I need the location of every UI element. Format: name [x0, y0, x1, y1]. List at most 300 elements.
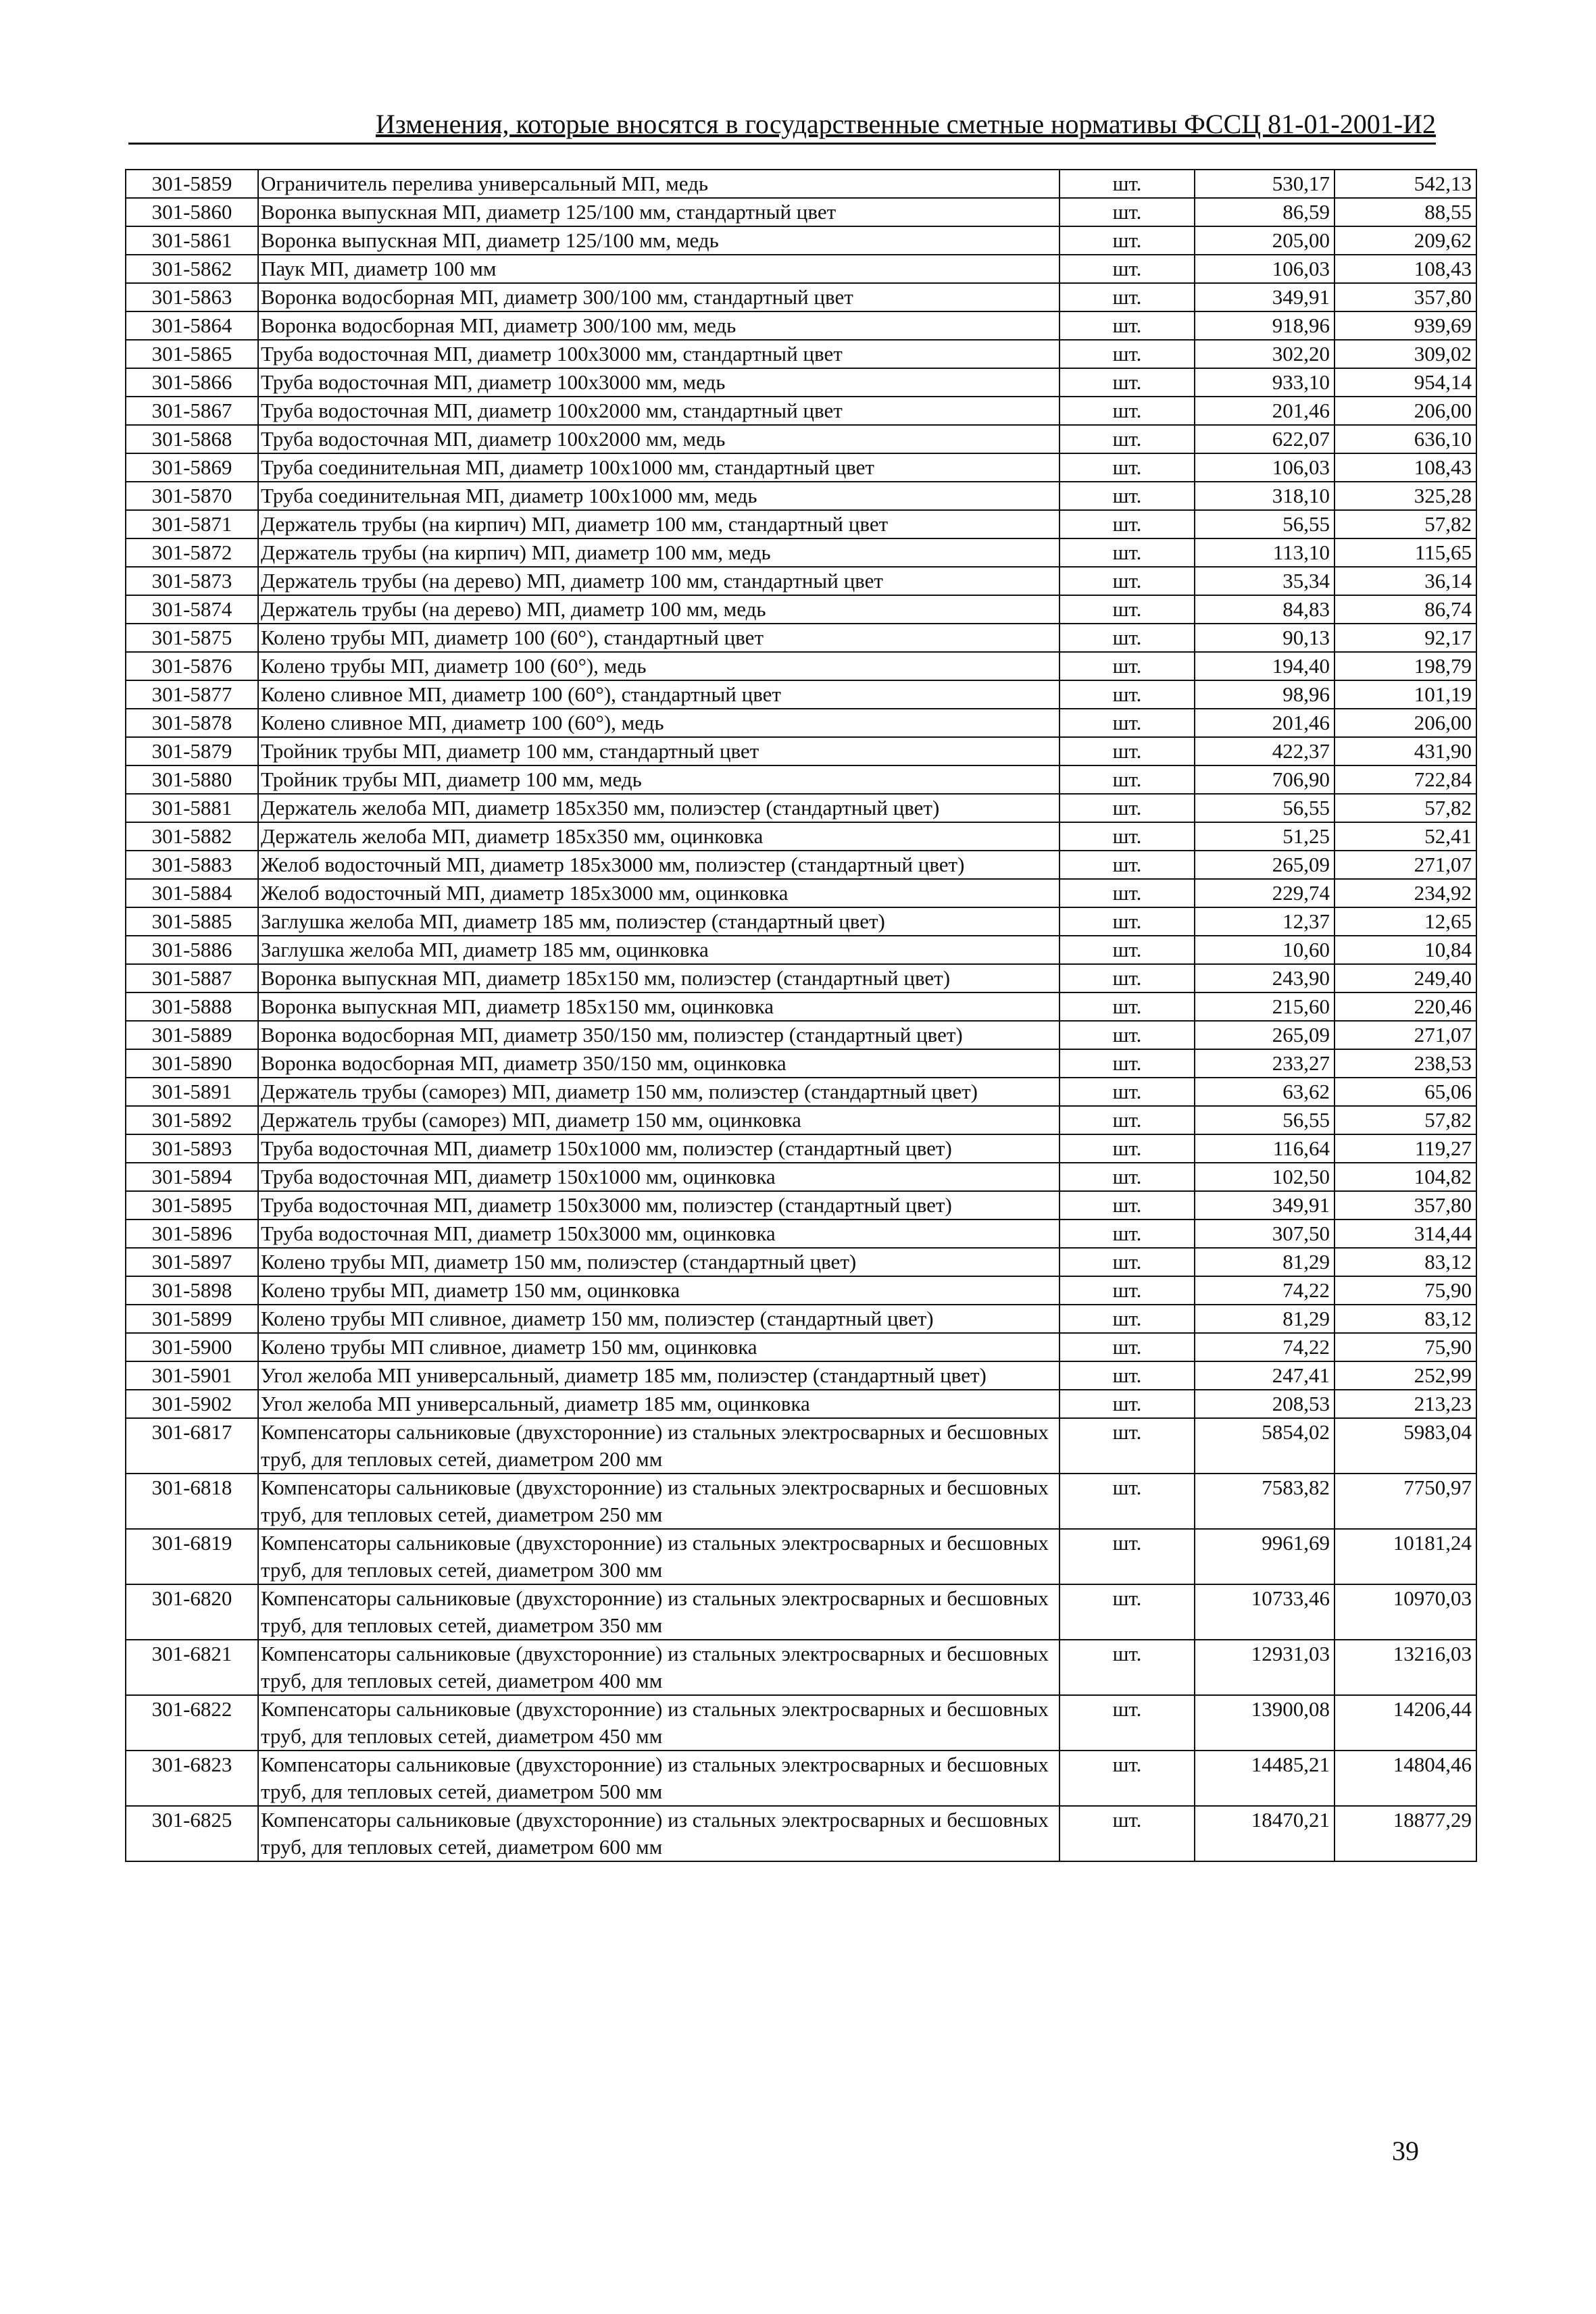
item-price-1: 51,25 [1195, 822, 1335, 851]
table-row [126, 1529, 1476, 1584]
item-price-2: 234,92 [1335, 879, 1476, 907]
item-price-1: 56,55 [1195, 1106, 1335, 1134]
item-price-1: 918,96 [1195, 311, 1335, 340]
item-name: Держатель трубы (на дерево) МП, диаметр 100 мм, медь [258, 595, 1059, 624]
item-price-1: 10,60 [1195, 936, 1335, 964]
item-price-2: 309,02 [1335, 340, 1476, 368]
item-name: Заглушка желоба МП, диаметр 185 мм, полиэстер (стандартный цвет) [258, 907, 1059, 936]
table-row [126, 1640, 1476, 1695]
item-code: 301-5885 [126, 907, 258, 936]
item-price-2: 75,90 [1335, 1276, 1476, 1305]
item-price-1: 7583,82 [1195, 1474, 1335, 1529]
item-price-1: 349,91 [1195, 283, 1335, 311]
item-unit: шт. [1059, 1248, 1195, 1276]
item-unit: шт. [1059, 170, 1195, 198]
item-code: 301-5878 [126, 709, 258, 737]
item-code: 301-5872 [126, 538, 258, 567]
item-unit: шт. [1059, 368, 1195, 397]
item-name: Воронка выпускная МП, диаметр 185х150 мм, полиэстер (стандартный цвет) [258, 964, 1059, 992]
item-name: Компенсаторы сальниковые (двухсторонние) из стальных электросварных и бесшовных труб, для тепловых сетей, диаметром 200 мм [258, 1418, 1059, 1474]
item-code: 301-5865 [126, 340, 258, 368]
item-unit: шт. [1059, 567, 1195, 595]
item-unit: шт. [1059, 1806, 1195, 1861]
item-name: Воронка водосборная МП, диаметр 300/100 мм, стандартный цвет [258, 283, 1059, 311]
table-row [126, 170, 1476, 198]
item-price-2: 357,80 [1335, 1191, 1476, 1219]
item-unit: шт. [1059, 1106, 1195, 1134]
item-price-2: 939,69 [1335, 311, 1476, 340]
item-code: 301-5860 [126, 198, 258, 226]
item-price-2: 357,80 [1335, 283, 1476, 311]
item-price-2: 36,14 [1335, 567, 1476, 595]
item-price-1: 10733,46 [1195, 1584, 1335, 1640]
item-code: 301-5871 [126, 510, 258, 538]
item-code: 301-5892 [126, 1106, 258, 1134]
item-name: Воронка выпускная МП, диаметр 125/100 мм, медь [258, 226, 1059, 255]
item-code: 301-5882 [126, 822, 258, 851]
item-price-1: 208,53 [1195, 1390, 1335, 1418]
item-price-2: 86,74 [1335, 595, 1476, 624]
item-code: 301-5873 [126, 567, 258, 595]
item-code: 301-5868 [126, 425, 258, 453]
table-row [126, 709, 1476, 737]
item-name: Держатель трубы (на кирпич) МП, диаметр 100 мм, медь [258, 538, 1059, 567]
item-name: Труба водосточная МП, диаметр 150х3000 мм, оцинковка [258, 1219, 1059, 1248]
table-row [126, 1049, 1476, 1078]
item-name: Держатель желоба МП, диаметр 185х350 мм, полиэстер (стандартный цвет) [258, 794, 1059, 822]
table-row [126, 567, 1476, 595]
table-row [126, 510, 1476, 538]
table-row [126, 1584, 1476, 1640]
item-code: 301-5862 [126, 255, 258, 283]
item-unit: шт. [1059, 482, 1195, 510]
item-name: Паук МП, диаметр 100 мм [258, 255, 1059, 283]
item-code: 301-5889 [126, 1021, 258, 1049]
item-name: Труба водосточная МП, диаметр 150х1000 мм, полиэстер (стандартный цвет) [258, 1134, 1059, 1163]
item-price-1: 9961,69 [1195, 1529, 1335, 1584]
item-unit: шт. [1059, 397, 1195, 425]
item-name: Воронка выпускная МП, диаметр 185х150 мм, оцинковка [258, 992, 1059, 1021]
item-unit: шт. [1059, 737, 1195, 765]
item-price-1: 106,03 [1195, 255, 1335, 283]
item-price-2: 104,82 [1335, 1163, 1476, 1191]
item-code: 301-5897 [126, 1248, 258, 1276]
item-price-1: 81,29 [1195, 1305, 1335, 1333]
item-name: Компенсаторы сальниковые (двухсторонние) из стальных электросварных и бесшовных труб, для тепловых сетей, диаметром 500 мм [258, 1751, 1059, 1806]
item-unit: шт. [1059, 1361, 1195, 1390]
price-table-body [126, 170, 1476, 1861]
item-price-2: 57,82 [1335, 1106, 1476, 1134]
item-price-1: 12,37 [1195, 907, 1335, 936]
item-code: 301-6819 [126, 1529, 258, 1584]
table-row [126, 453, 1476, 482]
table-row [126, 425, 1476, 453]
item-unit: шт. [1059, 1474, 1195, 1529]
table-row [126, 1806, 1476, 1861]
item-name: Колено трубы МП, диаметр 100 (60°), стандартный цвет [258, 624, 1059, 652]
item-code: 301-5893 [126, 1134, 258, 1163]
item-name: Компенсаторы сальниковые (двухсторонние) из стальных электросварных и бесшовных труб, для тепловых сетей, диаметром 450 мм [258, 1695, 1059, 1751]
item-code: 301-5875 [126, 624, 258, 652]
item-name: Колено сливное МП, диаметр 100 (60°), стандартный цвет [258, 680, 1059, 709]
item-price-1: 84,83 [1195, 595, 1335, 624]
item-price-1: 706,90 [1195, 765, 1335, 794]
item-price-2: 314,44 [1335, 1219, 1476, 1248]
item-code: 301-5866 [126, 368, 258, 397]
item-price-1: 18470,21 [1195, 1806, 1335, 1861]
item-price-2: 115,65 [1335, 538, 1476, 567]
item-name: Труба водосточная МП, диаметр 100х3000 мм, медь [258, 368, 1059, 397]
table-row [126, 1751, 1476, 1806]
item-code: 301-5880 [126, 765, 258, 794]
item-unit: шт. [1059, 765, 1195, 794]
item-unit: шт. [1059, 851, 1195, 879]
header-title: Изменения, которые вносятся в государственные сметные нормативы ФССЦ 81-01-2001-И2 [375, 109, 1436, 139]
item-code: 301-5877 [126, 680, 258, 709]
item-price-1: 622,07 [1195, 425, 1335, 453]
item-price-1: 74,22 [1195, 1333, 1335, 1361]
item-price-1: 113,10 [1195, 538, 1335, 567]
table-row [126, 992, 1476, 1021]
item-price-1: 56,55 [1195, 794, 1335, 822]
item-price-1: 56,55 [1195, 510, 1335, 538]
item-price-2: 7750,97 [1335, 1474, 1476, 1529]
item-unit: шт. [1059, 1219, 1195, 1248]
table-row [126, 624, 1476, 652]
item-price-2: 213,23 [1335, 1390, 1476, 1418]
item-name: Колено трубы МП сливное, диаметр 150 мм, оцинковка [258, 1333, 1059, 1361]
item-price-2: 83,12 [1335, 1305, 1476, 1333]
item-price-1: 102,50 [1195, 1163, 1335, 1191]
item-price-1: 247,41 [1195, 1361, 1335, 1390]
item-name: Колено трубы МП, диаметр 150 мм, оцинковка [258, 1276, 1059, 1305]
item-price-2: 209,62 [1335, 226, 1476, 255]
item-name: Держатель трубы (на дерево) МП, диаметр 100 мм, стандартный цвет [258, 567, 1059, 595]
item-name: Угол желоба МП универсальный, диаметр 185 мм, оцинковка [258, 1390, 1059, 1418]
item-code: 301-5902 [126, 1390, 258, 1418]
item-name: Желоб водосточный МП, диаметр 185х3000 мм, полиэстер (стандартный цвет) [258, 851, 1059, 879]
table-row [126, 482, 1476, 510]
item-price-2: 271,07 [1335, 1021, 1476, 1049]
table-row [126, 737, 1476, 765]
table-row [126, 822, 1476, 851]
item-unit: шт. [1059, 226, 1195, 255]
item-price-2: 271,07 [1335, 851, 1476, 879]
item-price-1: 530,17 [1195, 170, 1335, 198]
table-row [126, 1191, 1476, 1219]
item-price-2: 75,90 [1335, 1333, 1476, 1361]
item-name: Колено сливное МП, диаметр 100 (60°), медь [258, 709, 1059, 737]
item-name: Труба водосточная МП, диаметр 100х2000 мм, медь [258, 425, 1059, 453]
item-price-2: 65,06 [1335, 1078, 1476, 1106]
item-price-1: 13900,08 [1195, 1695, 1335, 1751]
item-code: 301-5864 [126, 311, 258, 340]
table-row [126, 538, 1476, 567]
item-price-2: 198,79 [1335, 652, 1476, 680]
item-unit: шт. [1059, 1078, 1195, 1106]
item-unit: шт. [1059, 1390, 1195, 1418]
table-row [126, 255, 1476, 283]
item-price-2: 206,00 [1335, 709, 1476, 737]
item-code: 301-6825 [126, 1806, 258, 1861]
item-unit: шт. [1059, 1584, 1195, 1640]
item-unit: шт. [1059, 425, 1195, 453]
table-row [126, 1361, 1476, 1390]
item-name: Угол желоба МП универсальный, диаметр 185 мм, полиэстер (стандартный цвет) [258, 1361, 1059, 1390]
item-price-2: 57,82 [1335, 794, 1476, 822]
item-unit: шт. [1059, 1695, 1195, 1751]
table-row [126, 1276, 1476, 1305]
table-row [126, 1021, 1476, 1049]
item-name: Труба водосточная МП, диаметр 150х3000 мм, полиэстер (стандартный цвет) [258, 1191, 1059, 1219]
table-row [126, 397, 1476, 425]
item-price-2: 636,10 [1335, 425, 1476, 453]
item-unit: шт. [1059, 1191, 1195, 1219]
item-code: 301-6817 [126, 1418, 258, 1474]
table-row [126, 1248, 1476, 1276]
item-price-1: 318,10 [1195, 482, 1335, 510]
item-name: Воронка водосборная МП, диаметр 350/150 мм, оцинковка [258, 1049, 1059, 1078]
item-price-2: 108,43 [1335, 453, 1476, 482]
item-price-1: 63,62 [1195, 1078, 1335, 1106]
item-name: Колено трубы МП сливное, диаметр 150 мм, полиэстер (стандартный цвет) [258, 1305, 1059, 1333]
item-price-1: 205,00 [1195, 226, 1335, 255]
item-price-2: 249,40 [1335, 964, 1476, 992]
item-price-2: 431,90 [1335, 737, 1476, 765]
table-row [126, 1219, 1476, 1248]
item-unit: шт. [1059, 340, 1195, 368]
item-price-1: 14485,21 [1195, 1751, 1335, 1806]
item-unit: шт. [1059, 1305, 1195, 1333]
item-name: Труба соединительная МП, диаметр 100х1000 мм, стандартный цвет [258, 453, 1059, 482]
item-unit: шт. [1059, 1418, 1195, 1474]
item-price-2: 12,65 [1335, 907, 1476, 936]
item-code: 301-6821 [126, 1640, 258, 1695]
table-row [126, 595, 1476, 624]
table-row [126, 1106, 1476, 1134]
item-price-1: 81,29 [1195, 1248, 1335, 1276]
item-unit: шт. [1059, 879, 1195, 907]
item-unit: шт. [1059, 1529, 1195, 1584]
table-row [126, 879, 1476, 907]
item-code: 301-5861 [126, 226, 258, 255]
item-price-1: 307,50 [1195, 1219, 1335, 1248]
item-unit: шт. [1059, 652, 1195, 680]
table-row [126, 964, 1476, 992]
item-unit: шт. [1059, 595, 1195, 624]
item-name: Воронка водосборная МП, диаметр 300/100 мм, медь [258, 311, 1059, 340]
item-price-2: 18877,29 [1335, 1806, 1476, 1861]
item-price-1: 215,60 [1195, 992, 1335, 1021]
item-code: 301-5887 [126, 964, 258, 992]
item-price-1: 194,40 [1195, 652, 1335, 680]
item-code: 301-5899 [126, 1305, 258, 1333]
item-code: 301-5901 [126, 1361, 258, 1390]
item-price-1: 98,96 [1195, 680, 1335, 709]
table-row [126, 368, 1476, 397]
page-number: 39 [1392, 2136, 1419, 2166]
item-unit: шт. [1059, 680, 1195, 709]
item-price-2: 722,84 [1335, 765, 1476, 794]
item-unit: шт. [1059, 794, 1195, 822]
item-price-1: 90,13 [1195, 624, 1335, 652]
item-price-2: 206,00 [1335, 397, 1476, 425]
item-name: Воронка выпускная МП, диаметр 125/100 мм, стандартный цвет [258, 198, 1059, 226]
item-unit: шт. [1059, 311, 1195, 340]
table-row [126, 765, 1476, 794]
item-unit: шт. [1059, 283, 1195, 311]
item-code: 301-5896 [126, 1219, 258, 1248]
item-price-2: 10970,03 [1335, 1584, 1476, 1640]
item-price-1: 201,46 [1195, 709, 1335, 737]
item-unit: шт. [1059, 510, 1195, 538]
item-unit: шт. [1059, 1049, 1195, 1078]
item-price-2: 108,43 [1335, 255, 1476, 283]
item-code: 301-5876 [126, 652, 258, 680]
item-unit: шт. [1059, 1333, 1195, 1361]
item-name: Компенсаторы сальниковые (двухсторонние) из стальных электросварных и бесшовных труб, для тепловых сетей, диаметром 250 мм [258, 1474, 1059, 1529]
item-name: Заглушка желоба МП, диаметр 185 мм, оцинковка [258, 936, 1059, 964]
item-unit: шт. [1059, 822, 1195, 851]
item-name: Труба водосточная МП, диаметр 150х1000 мм, оцинковка [258, 1163, 1059, 1191]
item-code: 301-5863 [126, 283, 258, 311]
item-unit: шт. [1059, 453, 1195, 482]
item-price-1: 201,46 [1195, 397, 1335, 425]
item-name: Тройник трубы МП, диаметр 100 мм, стандартный цвет [258, 737, 1059, 765]
table-row [126, 340, 1476, 368]
item-code: 301-5888 [126, 992, 258, 1021]
item-unit: шт. [1059, 1134, 1195, 1163]
item-name: Держатель трубы (саморез) МП, диаметр 150 мм, полиэстер (стандартный цвет) [258, 1078, 1059, 1106]
item-price-1: 5854,02 [1195, 1418, 1335, 1474]
table-row [126, 226, 1476, 255]
item-price-2: 220,46 [1335, 992, 1476, 1021]
item-unit: шт. [1059, 255, 1195, 283]
table-row [126, 1390, 1476, 1418]
item-price-2: 238,53 [1335, 1049, 1476, 1078]
item-name: Воронка водосборная МП, диаметр 350/150 мм, полиэстер (стандартный цвет) [258, 1021, 1059, 1049]
item-price-2: 92,17 [1335, 624, 1476, 652]
table-row [126, 851, 1476, 879]
item-price-2: 52,41 [1335, 822, 1476, 851]
item-code: 301-5894 [126, 1163, 258, 1191]
item-code: 301-5900 [126, 1333, 258, 1361]
table-row [126, 794, 1476, 822]
item-code: 301-5859 [126, 170, 258, 198]
item-code: 301-6823 [126, 1751, 258, 1806]
item-name: Держатель трубы (саморез) МП, диаметр 150 мм, оцинковка [258, 1106, 1059, 1134]
table-row [126, 1163, 1476, 1191]
item-price-2: 13216,03 [1335, 1640, 1476, 1695]
item-price-2: 5983,04 [1335, 1418, 1476, 1474]
item-name: Держатель трубы (на кирпич) МП, диаметр 100 мм, стандартный цвет [258, 510, 1059, 538]
item-price-2: 119,27 [1335, 1134, 1476, 1163]
item-name: Компенсаторы сальниковые (двухсторонние) из стальных электросварных и бесшовных труб, для тепловых сетей, диаметром 600 мм [258, 1806, 1059, 1861]
item-name: Компенсаторы сальниковые (двухсторонние) из стальных электросварных и бесшовных труб, для тепловых сетей, диаметром 350 мм [258, 1584, 1059, 1640]
item-price-1: 74,22 [1195, 1276, 1335, 1305]
item-price-2: 14804,46 [1335, 1751, 1476, 1806]
item-price-2: 88,55 [1335, 198, 1476, 226]
item-price-2: 10181,24 [1335, 1529, 1476, 1584]
item-price-1: 243,90 [1195, 964, 1335, 992]
item-price-1: 106,03 [1195, 453, 1335, 482]
table-row [126, 1695, 1476, 1751]
item-code: 301-5870 [126, 482, 258, 510]
table-row [126, 1333, 1476, 1361]
price-table [125, 169, 1477, 1862]
table-row [126, 680, 1476, 709]
item-price-2: 252,99 [1335, 1361, 1476, 1390]
item-name: Колено трубы МП, диаметр 100 (60°), медь [258, 652, 1059, 680]
item-code: 301-5874 [126, 595, 258, 624]
table-row [126, 1305, 1476, 1333]
item-price-1: 422,37 [1195, 737, 1335, 765]
item-price-1: 229,74 [1195, 879, 1335, 907]
item-unit: шт. [1059, 624, 1195, 652]
item-price-1: 302,20 [1195, 340, 1335, 368]
item-unit: шт. [1059, 1163, 1195, 1191]
table-row [126, 283, 1476, 311]
item-code: 301-6818 [126, 1474, 258, 1529]
item-price-2: 325,28 [1335, 482, 1476, 510]
page-header [128, 108, 1436, 145]
item-price-1: 12931,03 [1195, 1640, 1335, 1695]
item-name: Держатель желоба МП, диаметр 185х350 мм, оцинковка [258, 822, 1059, 851]
item-name: Желоб водосточный МП, диаметр 185х3000 мм, оцинковка [258, 879, 1059, 907]
item-code: 301-5869 [126, 453, 258, 482]
item-unit: шт. [1059, 907, 1195, 936]
item-price-1: 116,64 [1195, 1134, 1335, 1163]
item-code: 301-6822 [126, 1695, 258, 1751]
item-price-2: 101,19 [1335, 680, 1476, 709]
item-price-1: 35,34 [1195, 567, 1335, 595]
item-name: Труба водосточная МП, диаметр 100х3000 мм, стандартный цвет [258, 340, 1059, 368]
item-price-2: 954,14 [1335, 368, 1476, 397]
item-name: Компенсаторы сальниковые (двухсторонние) из стальных электросварных и бесшовных труб, для тепловых сетей, диаметром 400 мм [258, 1640, 1059, 1695]
item-name: Компенсаторы сальниковые (двухсторонние) из стальных электросварных и бесшовных труб, для тепловых сетей, диаметром 300 мм [258, 1529, 1059, 1584]
table-row [126, 198, 1476, 226]
item-name: Труба водосточная МП, диаметр 100х2000 мм, стандартный цвет [258, 397, 1059, 425]
item-code: 301-5886 [126, 936, 258, 964]
item-price-1: 86,59 [1195, 198, 1335, 226]
item-code: 301-5890 [126, 1049, 258, 1078]
item-price-1: 349,91 [1195, 1191, 1335, 1219]
item-code: 301-5884 [126, 879, 258, 907]
item-unit: шт. [1059, 1640, 1195, 1695]
table-row [126, 311, 1476, 340]
item-code: 301-5879 [126, 737, 258, 765]
item-unit: шт. [1059, 709, 1195, 737]
item-code: 301-6820 [126, 1584, 258, 1640]
item-price-2: 83,12 [1335, 1248, 1476, 1276]
item-unit: шт. [1059, 964, 1195, 992]
table-row [126, 936, 1476, 964]
item-price-1: 233,27 [1195, 1049, 1335, 1078]
item-price-1: 265,09 [1195, 851, 1335, 879]
item-unit: шт. [1059, 936, 1195, 964]
item-code: 301-5898 [126, 1276, 258, 1305]
table-row [126, 1134, 1476, 1163]
table-row [126, 652, 1476, 680]
item-unit: шт. [1059, 992, 1195, 1021]
item-unit: шт. [1059, 1276, 1195, 1305]
item-code: 301-5895 [126, 1191, 258, 1219]
item-code: 301-5883 [126, 851, 258, 879]
item-code: 301-5867 [126, 397, 258, 425]
item-unit: шт. [1059, 1751, 1195, 1806]
item-unit: шт. [1059, 1021, 1195, 1049]
item-code: 301-5891 [126, 1078, 258, 1106]
